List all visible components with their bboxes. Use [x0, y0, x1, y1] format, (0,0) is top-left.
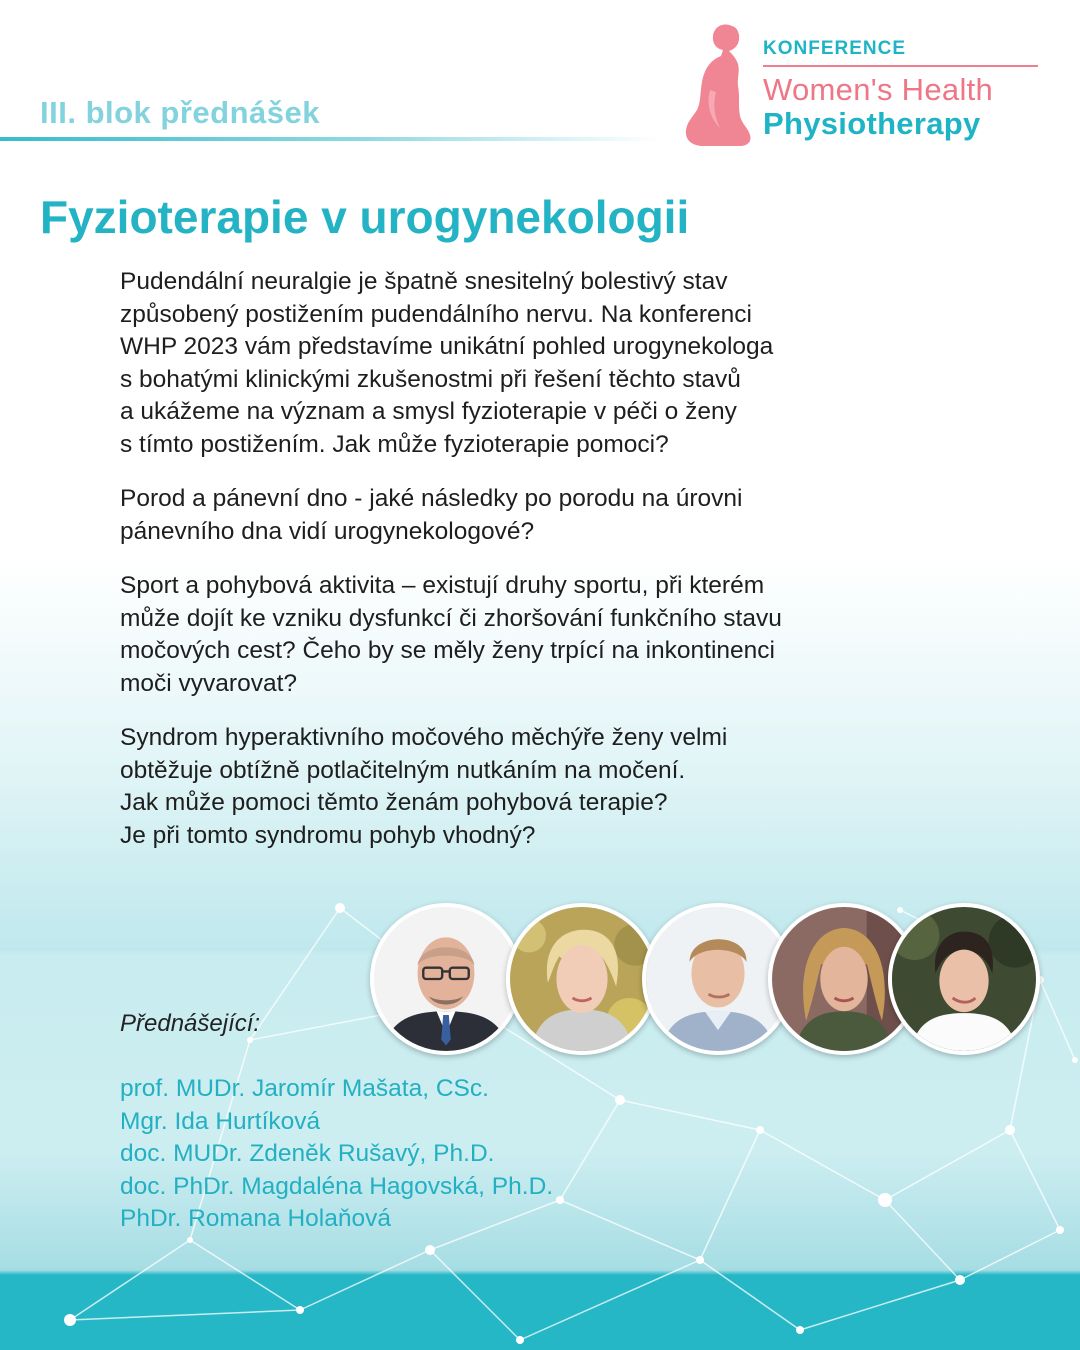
logo-physiotherapy: Physiotherapy	[763, 106, 981, 141]
speaker-name: Mgr. Ida Hurtíková	[120, 1107, 321, 1135]
logo-womens-health: Women's Health	[763, 72, 994, 107]
logo-divider	[763, 65, 1038, 67]
speaker-name: doc. MUDr. Zdeněk Rušavý, Ph.D.	[120, 1140, 495, 1168]
speaker-name: PhDr. Romana Holaňová	[120, 1205, 392, 1233]
logo-konference: KONFERENCE	[763, 38, 907, 59]
paragraph-pudendal: Pudendální neuralgie je špatně snesitelný bolestivý stav způsobený postižením pudendálního nervu. Na konferenci WHP 2023 vám představíme unikátní pohled urogynekologa s bohatými klinickými zkušenostmi při řešení těchto stavů a ukážeme na význam a smysl fyzioterapie v péči o ženy s tímto postižením. Jak může fyzioterapie pomoci?	[120, 268, 774, 458]
speaker-photo-1	[370, 903, 522, 1055]
seated-woman-silhouette-icon	[680, 20, 760, 146]
page-title: Fyzioterapie v urogynekologii	[40, 191, 690, 243]
description	[120, 266, 1020, 874]
conference-logo	[680, 20, 1060, 150]
paragraph-overactive-bladder: Syndrom hyperaktivního močového měchýře ženy velmi obtěžuje obtížně potlačitelným nutkáním na močení. Jak může pomoci těmto ženám pohybová terapie? Je při tomto syndromu pohyb vhodný?	[120, 724, 728, 849]
paragraph-birth: Porod a pánevní dno - jaké následky po porodu na úrovni pánevního dna vidí urogynekologové?	[120, 485, 743, 545]
block-label: III. blok přednášek	[40, 95, 320, 130]
block-divider	[0, 137, 660, 141]
speakers-label: Přednášející:	[120, 1010, 261, 1037]
speaker-name: prof. MUDr. Jaromír Mašata, CSc.	[120, 1075, 489, 1102]
paragraph-sport: Sport a pohybová aktivita – existují druhy sportu, při kterém může dojít ke vzniku dysfunkcí či zhoršování funkčního stavu močových cest? Čeho by se měly ženy trpící na inkontinenci moči vyvarovat?	[120, 572, 782, 697]
speakers-list	[120, 1073, 553, 1236]
speaker-photo-2	[506, 903, 658, 1055]
speaker-photo-5	[888, 903, 1040, 1055]
speaker-name: doc. PhDr. Magdaléna Hagovská, Ph.D.	[120, 1172, 554, 1200]
